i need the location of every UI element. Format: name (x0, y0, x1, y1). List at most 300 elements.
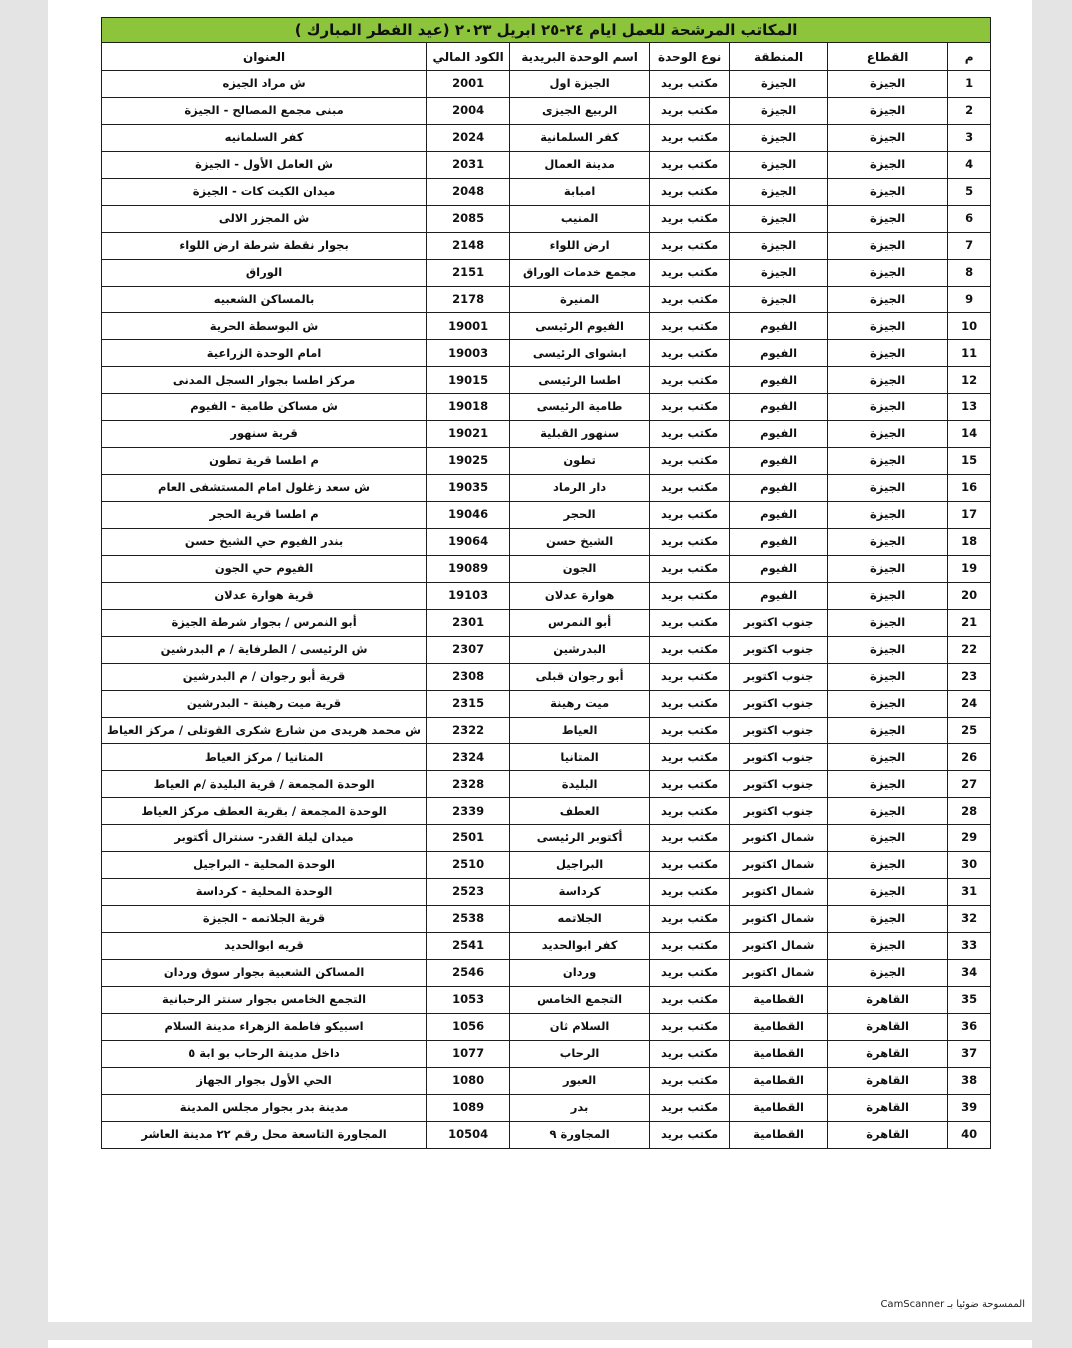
sector-cell: الجيزة (828, 906, 948, 933)
table-row (102, 178, 991, 205)
region-cell: جنوب اكتوبر (730, 717, 828, 744)
unit-type-cell: مكتب بريد (650, 582, 730, 609)
row-number: 25 (948, 717, 991, 744)
sector-cell: الجيزة (828, 340, 948, 367)
unit-type-cell: مكتب بريد (650, 313, 730, 340)
code-cell: 2501 (427, 825, 510, 852)
sector-cell: القاهرة (828, 986, 948, 1013)
table-row (102, 259, 991, 286)
table-row (102, 717, 991, 744)
table-row (102, 1067, 991, 1094)
unit-name-cell: الجيزة اول (510, 71, 650, 98)
code-cell: 2538 (427, 906, 510, 933)
unit-name-cell: مجمع خدمات الوراق (510, 259, 650, 286)
unit-type-cell: مكتب بريد (650, 555, 730, 582)
address-cell: اسبيكو فاطمة الزهراء مدينة السلام (102, 1013, 427, 1040)
code-cell: 2541 (427, 933, 510, 960)
code-cell: 19018 (427, 394, 510, 421)
address-cell: ش البوسطة الحرية (102, 313, 427, 340)
sector-cell: الجيزة (828, 825, 948, 852)
address-cell: ش العامل الأول - الجيزة (102, 151, 427, 178)
table-row (102, 124, 991, 151)
unit-name-cell: البليدة (510, 771, 650, 798)
address-cell: ميدان الكيت كات - الجيزة (102, 178, 427, 205)
sector-cell: الجيزة (828, 475, 948, 502)
region-cell: الفيوم (730, 367, 828, 394)
region-cell: شمال اكتوبر (730, 933, 828, 960)
address-cell: ش محمد هريدى من شارع شكرى القوتلى / مركز العياط (102, 717, 427, 744)
address-cell: الفيوم حي الجون (102, 555, 427, 582)
code-cell: 2324 (427, 744, 510, 771)
row-number: 5 (948, 178, 991, 205)
sector-cell: القاهرة (828, 1040, 948, 1067)
header-unit-type: نوع الوحدة (650, 43, 730, 71)
unit-type-cell: مكتب بريد (650, 798, 730, 825)
region-cell: جنوب اكتوبر (730, 609, 828, 636)
code-cell: 2308 (427, 663, 510, 690)
unit-name-cell: هوارة عدلان (510, 582, 650, 609)
unit-type-cell: مكتب بريد (650, 717, 730, 744)
unit-name-cell: البدرشين (510, 636, 650, 663)
code-cell: 19025 (427, 448, 510, 475)
sector-cell: الجيزة (828, 798, 948, 825)
sector-cell: الجيزة (828, 502, 948, 529)
unit-name-cell: أكتوبر الرئيسى (510, 825, 650, 852)
sector-cell: الجيزة (828, 690, 948, 717)
region-cell: الجيزة (730, 286, 828, 313)
unit-name-cell: التجمع الخامس (510, 986, 650, 1013)
region-cell: جنوب اكتوبر (730, 690, 828, 717)
unit-type-cell: مكتب بريد (650, 1040, 730, 1067)
sector-cell: الجيزة (828, 205, 948, 232)
next-page-edge (48, 1340, 1032, 1348)
sector-cell: الجيزة (828, 151, 948, 178)
address-cell: المساكن الشعبية بجوار سوق وردان (102, 959, 427, 986)
unit-type-cell: مكتب بريد (650, 340, 730, 367)
sector-cell: الجيزة (828, 879, 948, 906)
unit-name-cell: طامية الرئيسى (510, 394, 650, 421)
code-cell: 1077 (427, 1040, 510, 1067)
table-row (102, 71, 991, 98)
table-row (102, 986, 991, 1013)
address-cell: قرية هوارة عدلان (102, 582, 427, 609)
row-number: 36 (948, 1013, 991, 1040)
code-cell: 2307 (427, 636, 510, 663)
row-number: 31 (948, 879, 991, 906)
address-cell: قرية الجلاتمه - الجيزة (102, 906, 427, 933)
code-cell: 2339 (427, 798, 510, 825)
address-cell: بندر الفيوم حي الشيخ حسن (102, 528, 427, 555)
region-cell: جنوب اكتوبر (730, 663, 828, 690)
unit-type-cell: مكتب بريد (650, 690, 730, 717)
row-number: 11 (948, 340, 991, 367)
unit-name-cell: المتانيا (510, 744, 650, 771)
address-cell: قرية ميت رهينة - البدرشين (102, 690, 427, 717)
unit-name-cell: الفيوم الرئيسى (510, 313, 650, 340)
row-number: 15 (948, 448, 991, 475)
table-row (102, 151, 991, 178)
row-number: 37 (948, 1040, 991, 1067)
code-cell: 2322 (427, 717, 510, 744)
table-row (102, 852, 991, 879)
region-cell: الفيوم (730, 313, 828, 340)
row-number: 28 (948, 798, 991, 825)
address-cell: ش الرئيسى / الطرفاية / م البدرشين (102, 636, 427, 663)
unit-type-cell: مكتب بريد (650, 151, 730, 178)
sector-cell: الجيزة (828, 609, 948, 636)
unit-name-cell: دار الرماد (510, 475, 650, 502)
address-cell: الوحدة المجمعة / قرية البليدة /م العياط (102, 771, 427, 798)
code-cell: 2048 (427, 178, 510, 205)
unit-name-cell: تطون (510, 448, 650, 475)
header-region: المنطقة (730, 43, 828, 71)
address-cell: الوراق (102, 259, 427, 286)
unit-type-cell: مكتب بريد (650, 367, 730, 394)
sector-cell: الجيزة (828, 852, 948, 879)
unit-type-cell: مكتب بريد (650, 933, 730, 960)
unit-name-cell: سنهور القبلية (510, 421, 650, 448)
sector-cell: الجيزة (828, 178, 948, 205)
region-cell: شمال اكتوبر (730, 906, 828, 933)
unit-name-cell: الرحاب (510, 1040, 650, 1067)
unit-type-cell: مكتب بريد (650, 906, 730, 933)
row-number: 33 (948, 933, 991, 960)
row-number: 16 (948, 475, 991, 502)
unit-type-cell: مكتب بريد (650, 1094, 730, 1121)
row-number: 29 (948, 825, 991, 852)
region-cell: الجيزة (730, 178, 828, 205)
table-row (102, 582, 991, 609)
unit-name-cell: الجلاتمه (510, 906, 650, 933)
row-number: 8 (948, 259, 991, 286)
table-row (102, 1040, 991, 1067)
region-cell: شمال اكتوبر (730, 852, 828, 879)
unit-name-cell: الشيخ حسن (510, 528, 650, 555)
table-row (102, 502, 991, 529)
address-cell: م اطسا قرية الحجر (102, 502, 427, 529)
page-title: المكاتب المرشحة للعمل ايام ٢٤-٢٥ ابريل ٢٠٢٣ (عيد الفطر المبارك ) (102, 18, 991, 43)
code-cell: 19001 (427, 313, 510, 340)
address-cell: الحي الأول بجوار الجهاز (102, 1067, 427, 1094)
code-cell: 19064 (427, 528, 510, 555)
sector-cell: القاهرة (828, 1067, 948, 1094)
sector-cell: الجيزة (828, 97, 948, 124)
table-row (102, 367, 991, 394)
code-cell: 2151 (427, 259, 510, 286)
region-cell: الفيوم (730, 340, 828, 367)
scanner-watermark: الممسوحة ضوئيا بـ CamScanner (880, 1299, 1025, 1310)
table-row (102, 421, 991, 448)
unit-name-cell: الربيع الجيزى (510, 97, 650, 124)
row-number: 6 (948, 205, 991, 232)
table-row (102, 475, 991, 502)
table-row (102, 879, 991, 906)
address-cell: مبنى مجمع المصالح - الجيزة (102, 97, 427, 124)
code-cell: 1080 (427, 1067, 510, 1094)
unit-type-cell: مكتب بريد (650, 986, 730, 1013)
unit-type-cell: مكتب بريد (650, 124, 730, 151)
sector-cell: الجيزة (828, 959, 948, 986)
region-cell: الجيزة (730, 71, 828, 98)
address-cell: امام الوحدة الزراعية (102, 340, 427, 367)
row-number: 4 (948, 151, 991, 178)
unit-type-cell: مكتب بريد (650, 178, 730, 205)
unit-type-cell: مكتب بريد (650, 97, 730, 124)
row-number: 1 (948, 71, 991, 98)
region-cell: الجيزة (730, 232, 828, 259)
row-number: 39 (948, 1094, 991, 1121)
code-cell: 19015 (427, 367, 510, 394)
unit-name-cell: الحجر (510, 502, 650, 529)
address-cell: ميدان ليلة القدر- سنترال أكتوبر (102, 825, 427, 852)
table-row (102, 1121, 991, 1148)
table-row (102, 690, 991, 717)
table-row (102, 825, 991, 852)
row-number: 24 (948, 690, 991, 717)
address-cell: الوحدة المجمعة / بقرية العطف مركز العياط (102, 798, 427, 825)
region-cell: الفيوم (730, 528, 828, 555)
table-row (102, 636, 991, 663)
region-cell: القطامية (730, 1013, 828, 1040)
sector-cell: الجيزة (828, 421, 948, 448)
row-number: 17 (948, 502, 991, 529)
code-cell: 19021 (427, 421, 510, 448)
unit-type-cell: مكتب بريد (650, 71, 730, 98)
region-cell: الجيزة (730, 97, 828, 124)
region-cell: الجيزة (730, 205, 828, 232)
sector-cell: القاهرة (828, 1094, 948, 1121)
table-row (102, 528, 991, 555)
table-row (102, 771, 991, 798)
code-cell: 2001 (427, 71, 510, 98)
region-cell: القطامية (730, 1094, 828, 1121)
row-number: 26 (948, 744, 991, 771)
unit-type-cell: مكتب بريد (650, 502, 730, 529)
sector-cell: الجيزة (828, 717, 948, 744)
row-number: 7 (948, 232, 991, 259)
region-cell: شمال اكتوبر (730, 879, 828, 906)
table-row (102, 448, 991, 475)
address-cell: ش سعد زغلول امام المستشفى العام (102, 475, 427, 502)
unit-name-cell: العبور (510, 1067, 650, 1094)
unit-type-cell: مكتب بريد (650, 528, 730, 555)
code-cell: 19103 (427, 582, 510, 609)
sector-cell: الجيزة (828, 124, 948, 151)
table-body (102, 71, 991, 1149)
table-row (102, 933, 991, 960)
header-address: العنوان (102, 43, 427, 71)
row-number: 21 (948, 609, 991, 636)
region-cell: شمال اكتوبر (730, 825, 828, 852)
table-row (102, 959, 991, 986)
header-code: الكود المالي (427, 43, 510, 71)
code-cell: 2328 (427, 771, 510, 798)
table-row (102, 663, 991, 690)
region-cell: الفيوم (730, 475, 828, 502)
address-cell: داخل مدينة الرحاب بو ابة ٥ (102, 1040, 427, 1067)
address-cell: ش مراد الجيزه (102, 71, 427, 98)
code-cell: 19035 (427, 475, 510, 502)
address-cell: الوحدة المحلية - البراجيل (102, 852, 427, 879)
region-cell: القطامية (730, 1067, 828, 1094)
row-number: 32 (948, 906, 991, 933)
row-number: 3 (948, 124, 991, 151)
sector-cell: الجيزة (828, 367, 948, 394)
unit-name-cell: السلام ثان (510, 1013, 650, 1040)
region-cell: جنوب اكتوبر (730, 636, 828, 663)
row-number: 9 (948, 286, 991, 313)
code-cell: 2148 (427, 232, 510, 259)
region-cell: الجيزة (730, 259, 828, 286)
unit-type-cell: مكتب بريد (650, 205, 730, 232)
sector-cell: الجيزة (828, 771, 948, 798)
address-cell: ش المجزر الالى (102, 205, 427, 232)
region-cell: القطامية (730, 986, 828, 1013)
unit-name-cell: امبابة (510, 178, 650, 205)
unit-name-cell: العياط (510, 717, 650, 744)
unit-name-cell: ميت رهينة (510, 690, 650, 717)
unit-name-cell: المنيرة (510, 286, 650, 313)
unit-type-cell: مكتب بريد (650, 744, 730, 771)
unit-name-cell: ارض اللواء (510, 232, 650, 259)
code-cell: 19089 (427, 555, 510, 582)
address-cell: بجوار نقطة شرطة ارض اللواء (102, 232, 427, 259)
row-number: 19 (948, 555, 991, 582)
row-number: 13 (948, 394, 991, 421)
region-cell: جنوب اكتوبر (730, 798, 828, 825)
unit-type-cell: مكتب بريد (650, 959, 730, 986)
row-number: 40 (948, 1121, 991, 1148)
region-cell: جنوب اكتوبر (730, 771, 828, 798)
header-sector: القطاع (828, 43, 948, 71)
code-cell: 2178 (427, 286, 510, 313)
code-cell: 2085 (427, 205, 510, 232)
table-row (102, 1013, 991, 1040)
table-row (102, 340, 991, 367)
row-number: 18 (948, 528, 991, 555)
table-row (102, 97, 991, 124)
row-number: 14 (948, 421, 991, 448)
sector-cell: الجيزة (828, 286, 948, 313)
table-row (102, 609, 991, 636)
table-row (102, 232, 991, 259)
unit-name-cell: وردان (510, 959, 650, 986)
unit-type-cell: مكتب بريد (650, 636, 730, 663)
unit-type-cell: مكتب بريد (650, 825, 730, 852)
unit-name-cell: البراجيل (510, 852, 650, 879)
sector-cell: الجيزة (828, 582, 948, 609)
table-row (102, 394, 991, 421)
address-cell: أبو النمرس / بجوار شرطة الجيزة (102, 609, 427, 636)
sector-cell: القاهرة (828, 1013, 948, 1040)
region-cell: الجيزة (730, 151, 828, 178)
unit-type-cell: مكتب بريد (650, 394, 730, 421)
unit-name-cell: المنيب (510, 205, 650, 232)
unit-name-cell: كرداسة (510, 879, 650, 906)
row-number: 12 (948, 367, 991, 394)
unit-name-cell: ابشواى الرئيسى (510, 340, 650, 367)
table-row (102, 555, 991, 582)
unit-type-cell: مكتب بريد (650, 1067, 730, 1094)
region-cell: جنوب اكتوبر (730, 744, 828, 771)
address-cell: قريه ابوالحديد (102, 933, 427, 960)
unit-name-cell: أبو رجوان قبلى (510, 663, 650, 690)
sector-cell: الجيزة (828, 636, 948, 663)
unit-type-cell: مكتب بريد (650, 609, 730, 636)
address-cell: ش مساكن طامية - الفيوم (102, 394, 427, 421)
unit-type-cell: مكتب بريد (650, 852, 730, 879)
sector-cell: الجيزة (828, 555, 948, 582)
unit-name-cell: كفر ابوالحديد (510, 933, 650, 960)
code-cell: 2510 (427, 852, 510, 879)
header-row (102, 43, 991, 71)
address-cell: مركز اطسا بجوار السجل المدنى (102, 367, 427, 394)
sector-cell: الجيزة (828, 394, 948, 421)
header-unit-name: اسم الوحدة البريدية (510, 43, 650, 71)
row-number: 2 (948, 97, 991, 124)
unit-type-cell: مكتب بريد (650, 1121, 730, 1148)
unit-name-cell: المجاورة ٩ (510, 1121, 650, 1148)
table-row (102, 205, 991, 232)
title-row (102, 18, 991, 43)
code-cell: 19046 (427, 502, 510, 529)
address-cell: بالمساكن الشعبيه (102, 286, 427, 313)
unit-type-cell: مكتب بريد (650, 1013, 730, 1040)
region-cell: الفيوم (730, 421, 828, 448)
address-cell: قرية أبو رجوان / م البدرشين (102, 663, 427, 690)
unit-type-cell: مكتب بريد (650, 421, 730, 448)
unit-name-cell: اطسا الرئيسى (510, 367, 650, 394)
region-cell: الفيوم (730, 394, 828, 421)
table-row (102, 313, 991, 340)
region-cell: الفيوم (730, 502, 828, 529)
address-cell: كفر السلمانيه (102, 124, 427, 151)
unit-type-cell: مكتب بريد (650, 475, 730, 502)
code-cell: 1089 (427, 1094, 510, 1121)
unit-type-cell: مكتب بريد (650, 879, 730, 906)
row-number: 27 (948, 771, 991, 798)
sector-cell: الجيزة (828, 259, 948, 286)
table-row (102, 798, 991, 825)
sector-cell: الجيزة (828, 528, 948, 555)
unit-type-cell: مكتب بريد (650, 663, 730, 690)
sector-cell: الجيزة (828, 71, 948, 98)
region-cell: شمال اكتوبر (730, 959, 828, 986)
address-cell: المتانيا / مركز العياط (102, 744, 427, 771)
sector-cell: القاهرة (828, 1121, 948, 1148)
unit-type-cell: مكتب بريد (650, 259, 730, 286)
code-cell: 2546 (427, 959, 510, 986)
address-cell: قرية سنهور (102, 421, 427, 448)
unit-type-cell: مكتب بريد (650, 448, 730, 475)
unit-name-cell: كفر السلمانية (510, 124, 650, 151)
header-num: م (948, 43, 991, 71)
region-cell: الفيوم (730, 582, 828, 609)
code-cell: 2315 (427, 690, 510, 717)
unit-type-cell: مكتب بريد (650, 232, 730, 259)
unit-name-cell: الجون (510, 555, 650, 582)
region-cell: الفيوم (730, 448, 828, 475)
code-cell: 2024 (427, 124, 510, 151)
code-cell: 2523 (427, 879, 510, 906)
address-cell: الوحدة المحلية - كرداسة (102, 879, 427, 906)
sector-cell: الجيزة (828, 744, 948, 771)
code-cell: 1056 (427, 1013, 510, 1040)
unit-type-cell: مكتب بريد (650, 771, 730, 798)
region-cell: الجيزة (730, 124, 828, 151)
region-cell: القطامية (730, 1121, 828, 1148)
sector-cell: الجيزة (828, 663, 948, 690)
